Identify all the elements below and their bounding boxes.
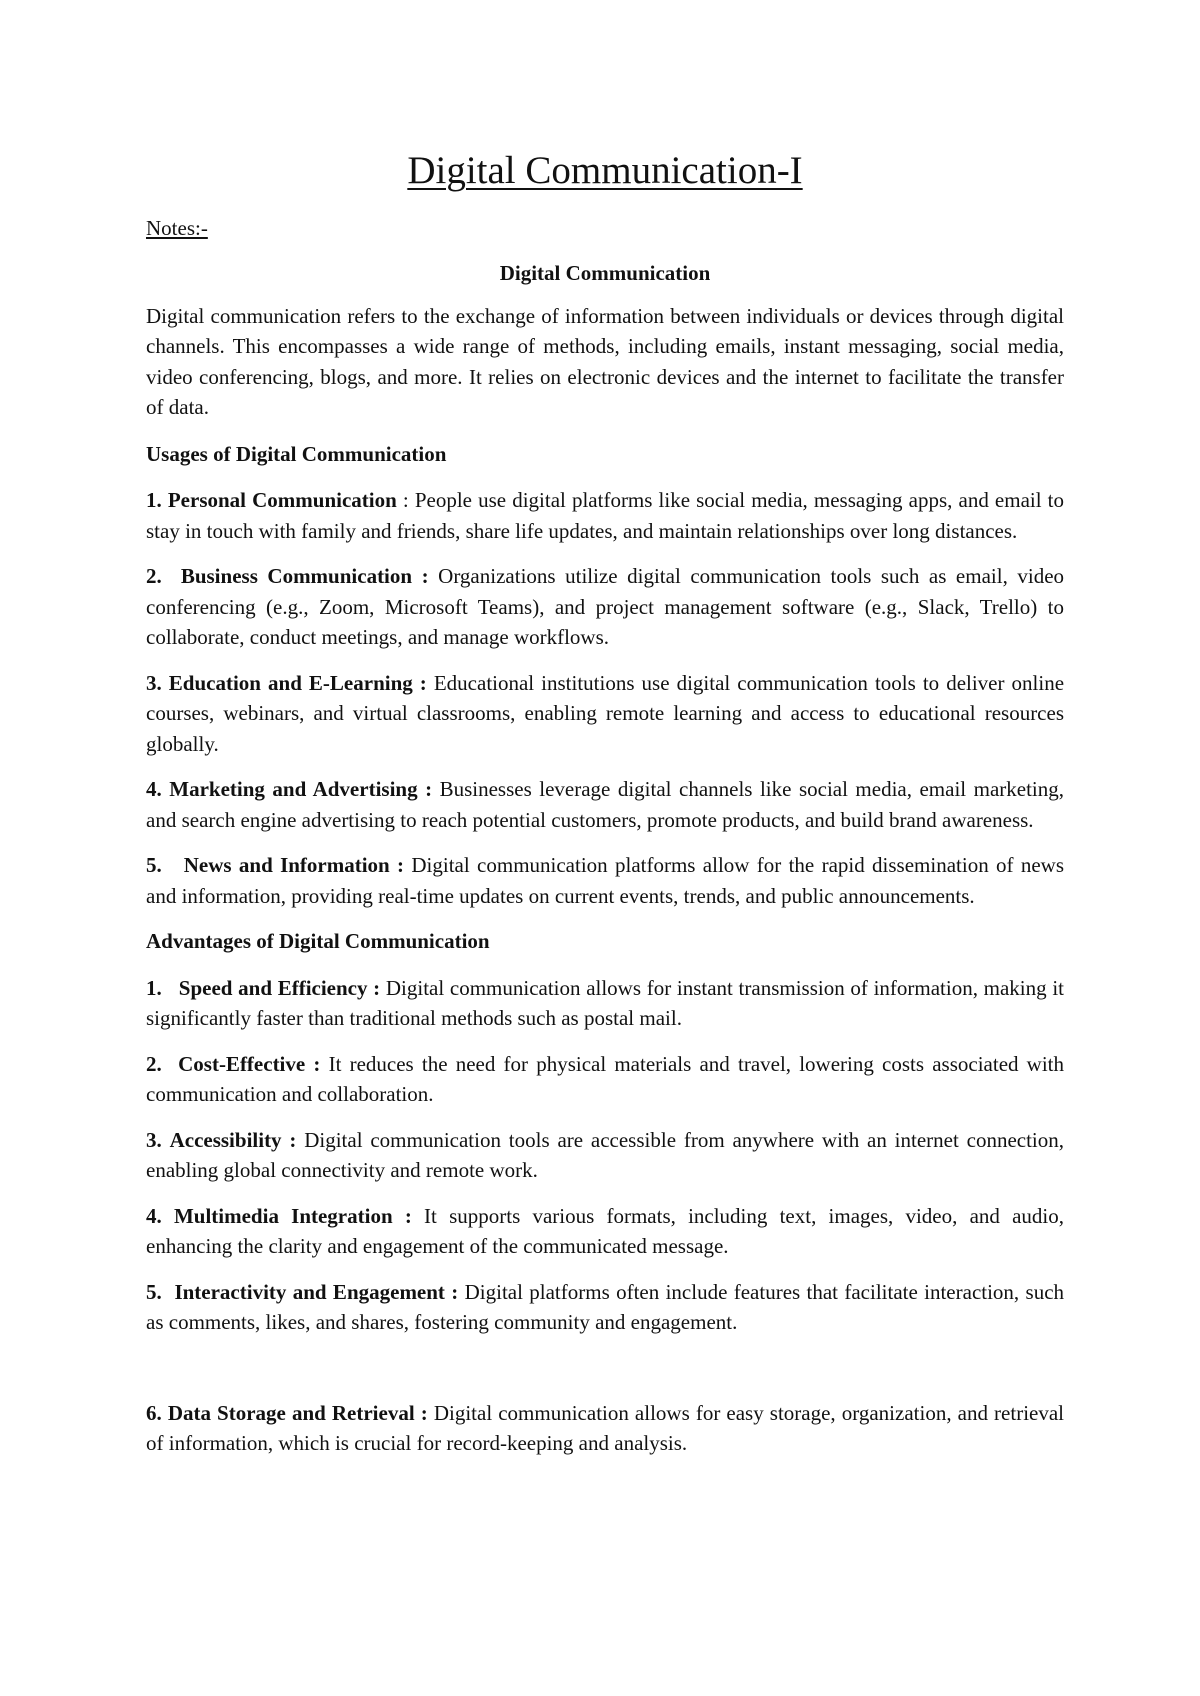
usage-item-number: 1. [146,488,162,512]
intro-paragraph: Digital communication refers to the exchange of information between individuals or devices through digital channels. This encompasses a wide range of methods, including emails, instant messaging, social media, video conferencing, blogs, and more. It relies on electronic devices and the internet to facilitate the transfer of data. [146,303,1064,419]
usage-item [146,561,1064,653]
usage-item-text: Businesses leverage digital channels like social media, email marketing, and search engine advertising to reach potential customers, promote products, and build brand awareness. [146,777,1065,832]
advantage-item-term: Cost-Effective : [178,1051,321,1076]
usage-item-text: Organizations utilize digital communication tools such as email, video conferencing (e.g., Zoom, Microsoft Teams), and project management software (e.g., Slack, Trello) to collaborate, conduct meetings, and manage workflows. [146,564,1065,649]
usage-item-number: 3. [146,670,162,695]
advantage-item-number: 3. [146,1127,162,1152]
advantage-item-term: Accessibility : [169,1127,297,1152]
usages-heading: Usages of Digital Communication [146,441,447,466]
advantage-item-text: It reduces the need for physical materials and travel, lowering costs associated with communication and collaboration. [146,1051,1065,1106]
advantage-item-term: Multimedia Integration : [173,1203,412,1228]
usage-item-separator [432,777,440,801]
notes-label: Notes:- [146,216,208,240]
advantage-item-separator [320,1052,328,1076]
advantage-item-text: It supports various formats, including text, images, video, and audio, enhancing the clarity and engagement of the communicated message. [146,1203,1065,1258]
advantage-item-number: 4. [146,1203,162,1228]
usage-item [146,850,1064,911]
usage-item [146,668,1064,760]
usage-item-text: Digital communication platforms allow for the rapid dissemination of news and information, providing real-time updates on current events, trends, and public announcements. [146,853,1065,908]
usage-item [146,485,1064,546]
advantage-item-text: Digital communication allows for instant transmission of information, making it significantly faster than traditional methods such as postal mail. [146,975,1064,1030]
usage-item-separator: : [396,488,415,512]
document-title: Digital Communication-I [407,149,803,192]
usage-item-term: Business Communication : [180,564,429,588]
intro-heading: Digital Communication [499,261,711,285]
advantage-item-term: Interactivity and Engagement : [174,1279,459,1304]
blank-line [146,1353,1064,1398]
advantage-item-term: Data Storage and Retrieval : [167,1400,428,1425]
advantage-item [146,1125,1064,1186]
advantage-item-text: Digital platforms often include features that facilitate interaction, such as comments, likes, and shares, fostering community and engagement. [146,1279,1065,1334]
advantage-item-number: 1. [146,975,162,1000]
usage-item-term: Personal Communication [167,488,397,512]
usage-item-separator [429,564,439,588]
advantage-item-text: Digital communication allows for easy storage, organization, and retrieval of information, which is crucial for record-keeping and analysis. [146,1400,1064,1455]
advantage-item-number: 6. [146,1400,162,1425]
usage-item-number: 4. [146,777,162,801]
usage-item [146,774,1064,835]
usage-item-number: 2. [146,564,162,588]
advantage-item-separator [412,1204,424,1228]
usage-item-number: 5. [146,853,162,877]
usage-item-text: People use digital platforms like social media, messaging apps, and email to stay in touch with family and friends, share life updates, and maintain relationships over long distances. [146,488,1065,543]
usage-item-term: News and Information : [183,853,405,877]
advantage-item-text: Digital communication tools are accessible from anywhere with an internet connection, enabling global connectivity and remote work. [146,1127,1065,1182]
advantage-item-term: Speed and Efficiency : [178,975,381,1000]
advantage-item [146,1049,1064,1110]
advantage-item [146,1398,1064,1459]
advantage-item-number: 5. [146,1279,162,1304]
advantages-heading: Advantages of Digital Communication [146,929,490,953]
advantage-item-number: 2. [146,1051,162,1076]
usage-item-separator [427,671,434,695]
usage-item-term: Education and E-Learning : [168,670,427,695]
document-body [146,258,1064,1474]
advantage-item [146,973,1064,1034]
advantage-item [146,1201,1064,1262]
usage-item-text: Educational institutions use digital communication tools to deliver online courses, webinars, and virtual classrooms, enabling remote learning and access to educational resources globally. [146,670,1065,756]
advantage-item [146,1277,1064,1338]
usage-item-term: Marketing and Advertising : [169,777,433,801]
